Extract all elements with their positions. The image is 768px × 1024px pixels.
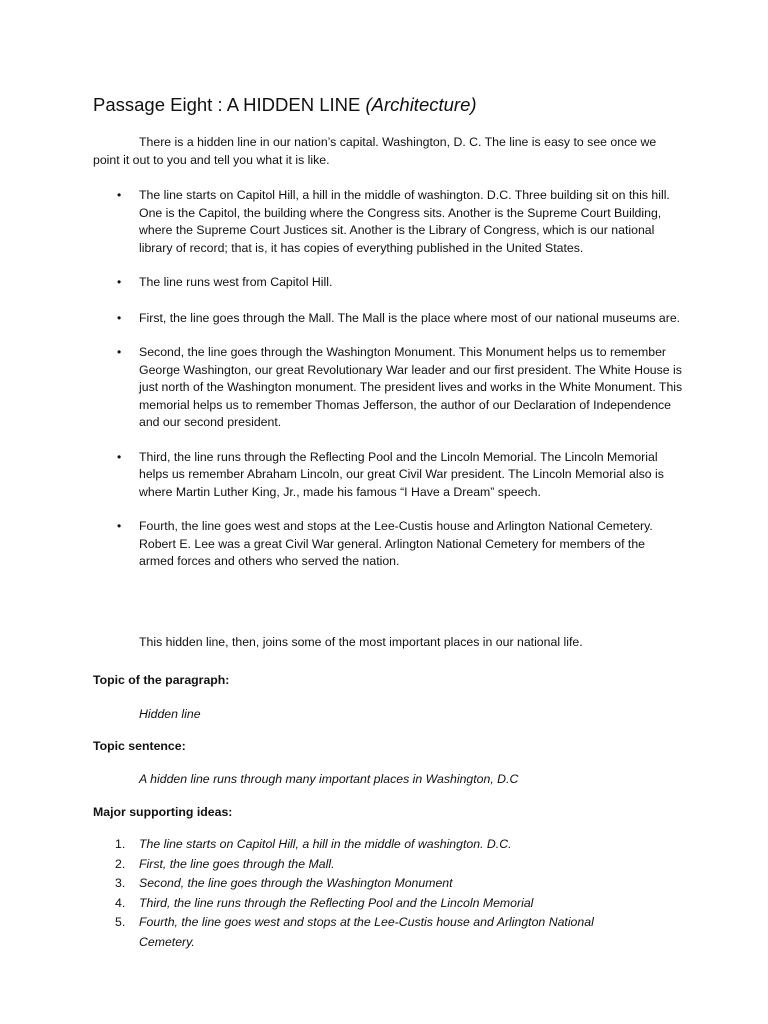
bullet-text: Third, the line runs through the Reflecting Pool and the Lincoln Memorial. The Lincoln Memorial helps us remember Abraham Lincoln, our great Civil War president. The Lincoln Memorial also is where Martin Luther King, Jr., made his famous “I Have a Dream” speech.	[139, 449, 664, 499]
idea-text: The line starts on Capitol Hill, a hill in the middle of washington. D.C.	[139, 837, 512, 851]
idea-number: 3.	[115, 876, 126, 890]
closing-sentence: This hidden line, then, joins some of the most important places in our national life.	[139, 635, 583, 649]
bullet-text: Second, the line goes through the Washington Monument. This Monument helps us to remember George Washington, our great Revolutionary War leader and our first president. The White House is just north of the Washington monument. The president lives and works in the White Monument. This memorial helps us to remember Thomas Jefferson, the author of our Declaration of Independence and our second president.	[139, 345, 683, 429]
title-main: Passage Eight : A HIDDEN LINE	[93, 94, 366, 115]
bullet-item	[93, 310, 683, 328]
idea-number: 5.	[115, 915, 126, 929]
bullet-icon: •	[117, 188, 122, 202]
bullet-text: The line runs west from Capitol Hill.	[139, 275, 333, 289]
bullet-text: First, the line goes through the Mall. The Mall is the place where most of our national museums are.	[139, 310, 681, 325]
idea-text: First, the line goes through the Mall.	[139, 856, 335, 871]
bullet-icon: •	[117, 310, 122, 325]
bullet-item	[93, 344, 683, 432]
bullet-text: Fourth, the line goes west and stops at the Lee-Custis house and Arlington National Cemetery. Robert E. Lee was a great Civil War general. Arlington National Cemetery for members of the armed forces and others who served the nation.	[139, 519, 653, 568]
topic-sentence-label: Topic sentence:	[93, 739, 186, 753]
bullet-item	[93, 449, 683, 502]
idea-item	[93, 855, 653, 875]
idea-number: 1.	[115, 837, 126, 851]
topic-value: Hidden line	[139, 707, 201, 721]
idea-item	[93, 913, 653, 952]
ideas-list	[93, 835, 653, 952]
bullet-icon: •	[117, 345, 122, 359]
ideas-label: Major supporting ideas:	[93, 805, 233, 819]
bullet-icon: •	[117, 519, 122, 533]
idea-item	[93, 874, 653, 894]
bullet-item	[93, 518, 683, 571]
idea-text: Third, the line runs through the Reflecting Pool and the Lincoln Memorial	[139, 895, 534, 910]
idea-item	[93, 894, 653, 914]
idea-text: Second, the line goes through the Washington Monument	[139, 876, 453, 890]
bullet-item	[93, 187, 683, 257]
title-subject: (Architecture)	[365, 94, 477, 115]
idea-text: Fourth, the line goes west and stops at the Lee-Custis house and Arlington National Cemetery.	[139, 915, 594, 949]
intro-paragraph: There is a hidden line in our nation’s capital. Washington, D. C. The line is easy to see once we point it out to you and tell you what it is like.	[93, 135, 657, 167]
bullet-icon: •	[117, 275, 122, 289]
topic-sentence-value: A hidden line runs through many important places in Washington, D.C	[139, 772, 519, 786]
bullet-text: The line starts on Capitol Hill, a hill in the middle of washington. D.C. Three building sit on this hill. One is the Capitol, the building where the Congress sits. Another is the Supreme Court Building, where the Supreme Court Justices sit. Another is the Library of Congress, which is our national library of record; that is, it has copies of everything published in the United States.	[139, 188, 670, 255]
topic-label: Topic of the paragraph:	[93, 673, 230, 687]
idea-item	[93, 835, 653, 855]
bullet-item	[93, 274, 683, 292]
bullet-list	[93, 187, 683, 571]
page-title	[93, 93, 477, 117]
idea-number: 2.	[115, 856, 126, 871]
bullet-icon: •	[117, 449, 122, 464]
idea-number: 4.	[115, 895, 126, 910]
